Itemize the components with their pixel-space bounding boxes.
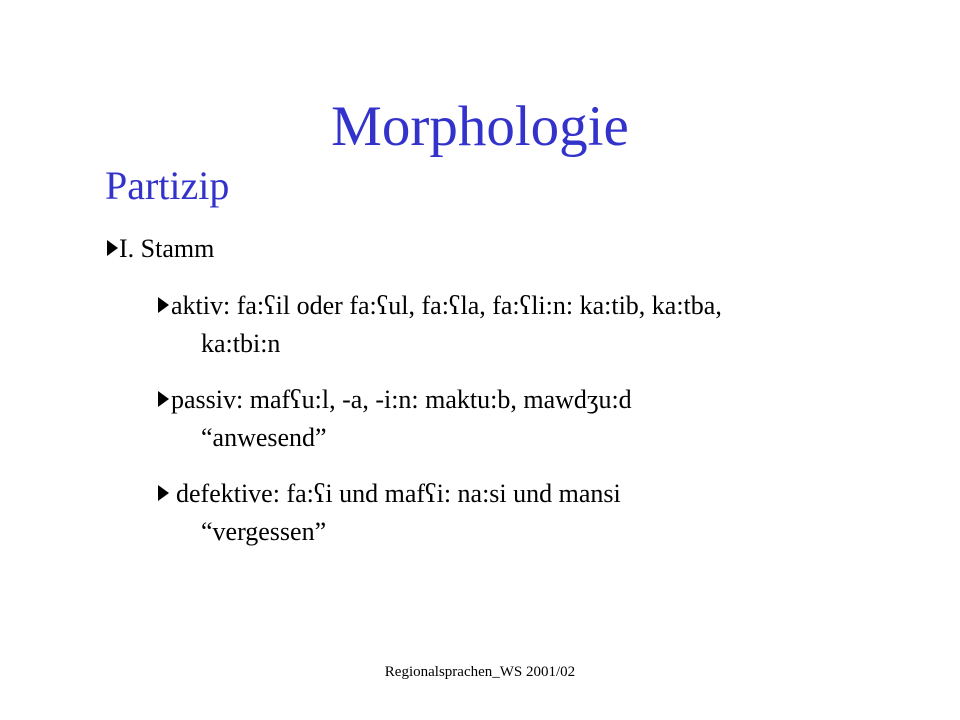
slide-title: Morphologie <box>331 95 629 158</box>
bullet-item-line1: defektive: fa:ʕi und mafʕi: na:si und mansi <box>176 479 621 508</box>
bullet-item-line2: “anwesend” <box>201 423 327 452</box>
arrow-bullet-icon <box>158 485 169 501</box>
arrow-bullet-icon <box>158 391 169 407</box>
bullet-item-line1: passiv: mafʕu:l, -a, -i:n: maktu:b, mawdʒu:d <box>171 385 632 414</box>
slide-footer: Regionalsprachen_WS 2001/02 <box>384 664 576 680</box>
bullet-level1-text: I. Stamm <box>119 234 215 263</box>
bullet-item-line1: aktiv: fa:ʕil oder fa:ʕul, fa:ʕla, fa:ʕli:n: ka:tib, ka:tba, <box>171 291 722 320</box>
arrow-bullet-icon <box>158 297 169 313</box>
bullet-item-line2: ka:tbi:n <box>201 329 281 358</box>
arrow-bullet-icon <box>107 240 118 256</box>
bullet-item-line2: “vergessen” <box>201 517 327 546</box>
slide-subtitle: Partizip <box>105 163 230 208</box>
